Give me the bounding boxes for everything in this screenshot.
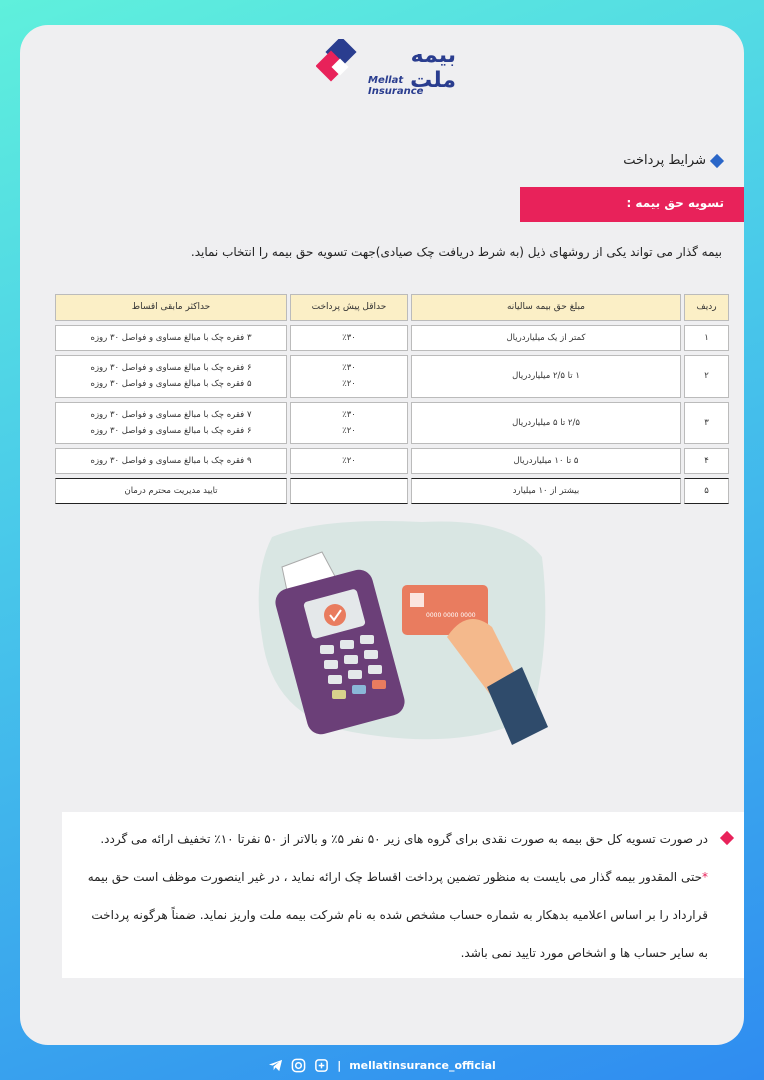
table-row xyxy=(55,325,729,351)
min-prepayment: ٪۳۰ ٪۲۰ xyxy=(290,355,408,397)
col-header-row: ردیف xyxy=(684,294,729,321)
max-installments: تایید مدیریت محترم درمان xyxy=(55,478,287,504)
annual-premium: کمتر از یک میلیاردریال xyxy=(411,325,681,351)
row-number: ۵ xyxy=(684,478,729,504)
max-installments: ۷ فقره چک با مبالغ مساوی و فواصل ۳۰ روزه ۶ فقره چک با مبالغ مساوی و فواصل ۳۰ روزه xyxy=(55,402,287,444)
min-prepayment: ٪۳۰ xyxy=(290,325,408,351)
diamond-bullet-icon xyxy=(720,831,734,845)
instagram-icon[interactable] xyxy=(291,1058,306,1073)
mellat-logo xyxy=(316,39,456,95)
footer-social xyxy=(0,1053,764,1077)
annual-premium: ۲/۵ تا ۵ میلیاردریال xyxy=(411,402,681,444)
min-prepayment: ٪۳۰ ٪۲۰ xyxy=(290,402,408,444)
heading-text: شرایط پرداخت xyxy=(623,153,706,168)
table-row xyxy=(55,355,729,397)
social-handle[interactable]: mellatinsurance_official xyxy=(349,1058,496,1072)
website-icon[interactable] xyxy=(314,1058,329,1073)
notes-box xyxy=(62,812,744,978)
min-prepayment xyxy=(290,478,408,504)
annual-premium: ۱ تا ۲/۵ میلیاردریال xyxy=(411,355,681,397)
payment-illustration xyxy=(242,517,548,745)
diamond-bullet-icon xyxy=(710,153,724,167)
annual-premium: ۵ تا ۱۰ میلیاردریال xyxy=(411,448,681,474)
installment-table xyxy=(52,290,732,508)
check-guarantee-note: *حتی المقدور بیمه گذار می بایست به منظور تضمین پرداخت اقساط چک ارائه نماید ، در غیر اینصورت موظف است حق بیمه قرارداد را بر اساس اعلامیه بدهکار به شماره حساب مشخص شده به نام شرکت بیمه ملت واریز نماید. ضمناً هرگونه پرداخت به سایر حساب ها و اشخاص مورد تایید نمی باشد. xyxy=(87,870,708,960)
section-heading xyxy=(623,153,722,168)
row-number: ۳ xyxy=(684,402,729,444)
table-row xyxy=(55,478,729,504)
col-header-installments: حداکثر مابقی اقساط xyxy=(55,294,287,321)
cash-discount-note: در صورت تسویه کل حق بیمه به صورت نقدی برای گروه های زیر ۵۰ نفر ۵٪ و بالاتر از ۵۰ نفرتا ۱۰٪ تخفیف ارائه می گردد. xyxy=(100,832,708,846)
asterisk-icon: * xyxy=(702,870,708,884)
settlement-banner: تسویه حق بیمه : xyxy=(520,187,744,222)
telegram-icon[interactable] xyxy=(268,1058,283,1073)
table-row xyxy=(55,448,729,474)
logo-text-fa: بیمه ملت xyxy=(410,43,456,93)
max-installments: ۹ فقره چک با مبالغ مساوی و فواصل ۳۰ روزه xyxy=(55,448,287,474)
annual-premium: بیشتر از ۱۰ میلیارد xyxy=(411,478,681,504)
min-prepayment: ٪۲۰ xyxy=(290,448,408,474)
logo-mark-icon xyxy=(316,39,366,89)
footer-separator: | xyxy=(337,1058,342,1072)
col-header-amount: مبلغ حق بیمه سالیانه xyxy=(411,294,681,321)
row-number: ۱ xyxy=(684,325,729,351)
max-installments: ۳ فقره چک با مبالغ مساوی و فواصل ۳۰ روزه xyxy=(55,325,287,351)
card-number: 0000 0000 0000 xyxy=(426,612,476,619)
intro-paragraph: بیمه گذار می تواند یکی از روشهای ذیل (به شرط دریافت چک صیادی)جهت تسویه حق بیمه را انتخاب نماید. xyxy=(190,245,722,259)
table-row xyxy=(55,402,729,444)
page-card xyxy=(20,25,744,1045)
max-installments: ۶ فقره چک با مبالغ مساوی و فواصل ۳۰ روزه ۵ فقره چک با مبالغ مساوی و فواصل ۳۰ روزه xyxy=(55,355,287,397)
col-header-prepay: حداقل پیش پرداخت xyxy=(290,294,408,321)
row-number: ۲ xyxy=(684,355,729,397)
logo-text-en: Mellat Insurance xyxy=(368,75,424,97)
row-number: ۴ xyxy=(684,448,729,474)
